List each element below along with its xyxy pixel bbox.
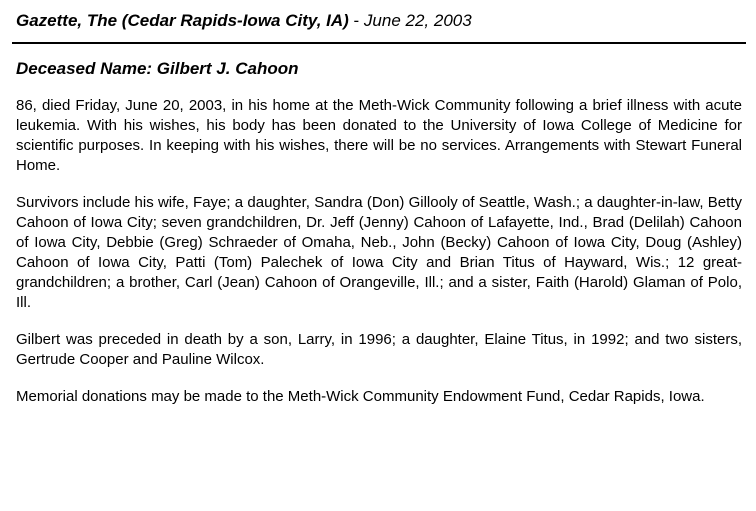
- publication-source: Gazette, The (Cedar Rapids-Iowa City, IA): [16, 11, 349, 30]
- paragraph-death-notice: 86, died Friday, June 20, 2003, in his home at the Meth-Wick Community following a brief illness with acute leukemia. With his wishes, his body has been donated to the University of Iowa College of Medicine for scientific purposes. In keeping with his wishes, there will be no services. Arrangements with Stewart Funeral Home.: [16, 97, 742, 174]
- publication-date: June 22, 2003: [363, 11, 472, 30]
- paragraph-preceded: Gilbert was preceded in death by a son, Larry, in 1996; a daughter, Elaine Titus, in 1992; and two sisters, Gertrude Cooper and Pauline Wilcox.: [16, 331, 742, 368]
- deceased-name-heading: Deceased Name: Gilbert J. Cahoon: [16, 59, 299, 78]
- paragraph-survivors: Survivors include his wife, Faye; a daughter, Sandra (Don) Gillooly of Seattle, Wash.; a daughter-in-law, Betty Cahoon of Iowa City; seven grandchildren, Dr. Jeff (Jenny) Cahoon of Lafayette, Ind., Brad (Delilah) Cahoon of Iowa City, Debbie (Greg) Schraeder of Omaha, Neb., John (Becky) Cahoon of Iowa City, Doug (Ashley) Cahoon of Iowa City, Patti (Tom) Palechek of Iowa City and Brian Titus of Hayward, Wis.; 12 great-grandchildren; a brother, Carl (Jean) Cahoon of Orangeville, Ill.; and a sister, Faith (Harold) Glaman of Polo, Ill.: [16, 194, 742, 311]
- publication-header: [16, 10, 472, 32]
- paragraph-memorial: Memorial donations may be made to the Meth-Wick Community Endowment Fund, Cedar Rapids, Iowa.: [16, 388, 705, 405]
- header-separator: -: [348, 11, 364, 30]
- obituary-body: [16, 96, 742, 424]
- header-divider: [12, 42, 746, 44]
